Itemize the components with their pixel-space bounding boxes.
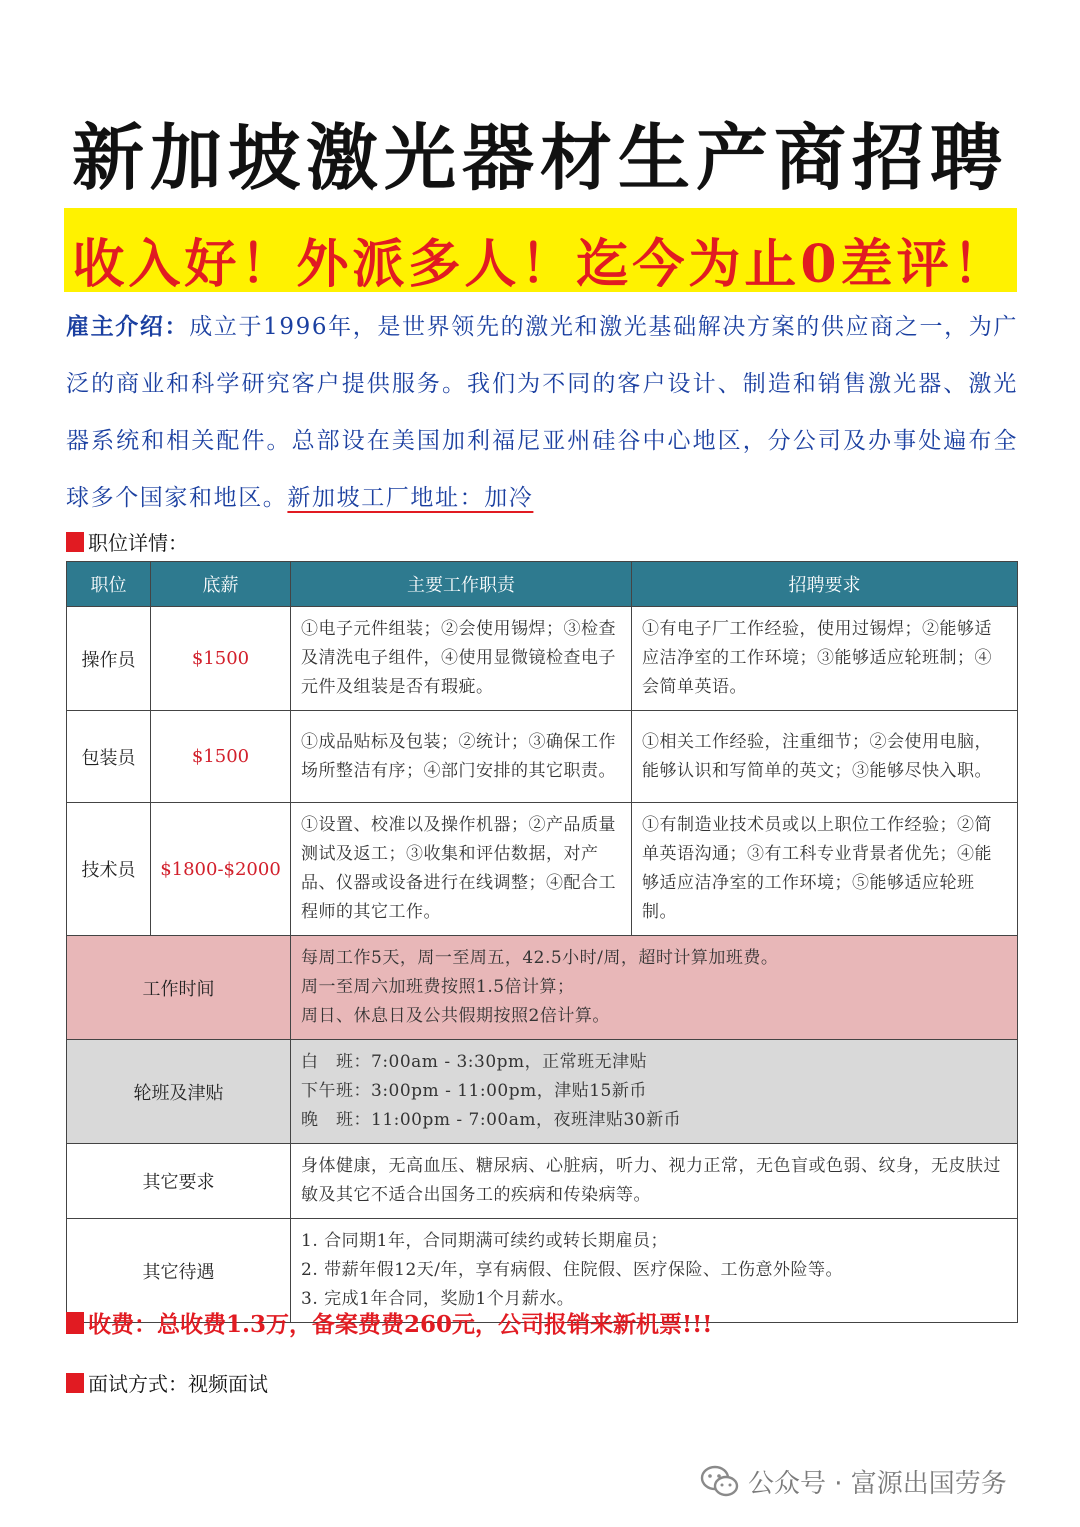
work-hours-line: 每周工作5天，周一至周五，42.5小时/周，超时计算加班费。 xyxy=(301,948,779,968)
benefit-line: 1. 合同期1年，合同期满可续约或转长期雇员； xyxy=(301,1231,668,1251)
footer-watermark xyxy=(700,1463,1007,1500)
table-row xyxy=(67,803,1018,936)
table-row xyxy=(67,711,1018,803)
fee-section xyxy=(66,1306,712,1339)
other-requirements-label: 其它要求 xyxy=(67,1144,291,1219)
cell-duties: ①设置、校准以及操作机器；②产品质量测试及返工；③收集和评估数据，对产品、仪器或设备进行在线调整；④配合工程师的其它工作。 xyxy=(291,803,632,936)
cell-requirements: ①相关工作经验，注重细节；②会使用电脑，能够认识和写简单的英文；③能够尽快入职。 xyxy=(632,711,1018,803)
shifts-row xyxy=(67,1040,1018,1144)
page-title: 新加坡激光器材生产商招聘 xyxy=(71,115,1008,200)
work-hours-label: 工作时间 xyxy=(67,936,291,1040)
shift-line: 晚 班：11:00pm - 7:00am，夜班津贴30新币 xyxy=(301,1110,682,1130)
cell-requirements: ①有电子厂工作经验，使用过锡焊；②能够适应洁净室的工作环境；③能够适应轮班制；④会简单英语。 xyxy=(632,607,1018,711)
shift-line: 白 班：7:00am - 3:30pm，正常班无津贴 xyxy=(301,1052,648,1072)
work-hours-row xyxy=(67,936,1018,1040)
cell-position: 技术员 xyxy=(67,803,151,936)
other-benefits-label: 其它待遇 xyxy=(67,1219,291,1323)
intro-text: 成立于1996年，是世界领先的激光和激光基础解决方案的供应商之一，为广泛的商业和科学研究客户提供服务。我们为不同的客户设计、制造和销售激光器、激光器系统和相关配件。总部设在美国加利福尼亚州硅谷中心地区，分公司及办事处遍布全球多个国家和地区。 xyxy=(66,314,1018,511)
work-hours-line: 周一至周六加班费按照1.5倍计算； xyxy=(301,977,575,997)
intro-label: 雇主介绍： xyxy=(66,313,190,340)
factory-address: 新加坡工厂地址：加冷 xyxy=(287,485,534,511)
fee-text: 收费：总收费1.3万，备案费费260元，公司报销来新机票!!! xyxy=(88,1311,713,1338)
other-requirements-text: 身体健康，无高血压、糖尿病、心脏病，听力、视力正常，无色盲或色弱、纹身，无皮肤过敏及其它不适合出国务工的疾病和传染病等。 xyxy=(291,1144,1018,1219)
interview-section xyxy=(66,1368,268,1397)
interview-text: 面试方式：视频面试 xyxy=(88,1372,268,1396)
cell-duties: ①电子元件组装；②会使用锡焊；③检查及清洗电子组件，④使用显微镜检查电子元件及组装是否有瑕疵。 xyxy=(291,607,632,711)
red-square-icon xyxy=(66,1312,84,1334)
work-hours-line: 周日、休息日及公共假期按照2倍计算。 xyxy=(301,1006,610,1026)
shifts-label: 轮班及津贴 xyxy=(67,1040,291,1144)
footer-account-label: 公众号 · 富源出国劳务 xyxy=(748,1469,1007,1499)
highlight-banner xyxy=(64,208,1017,295)
cell-duties: ①成品贴标及包装；②统计；③确保工作场所整洁有序；④部门安排的其它职责。 xyxy=(291,711,632,803)
header-salary: 底薪 xyxy=(151,562,291,607)
red-square-icon xyxy=(66,532,84,552)
positions-section-label xyxy=(66,527,188,556)
banner-text: 收入好！外派多人！迄今为止0差评！ xyxy=(72,234,1009,295)
table-header-row xyxy=(67,562,1018,607)
cell-position: 包装员 xyxy=(67,711,151,803)
header-requirements: 招聘要求 xyxy=(632,562,1018,607)
table-row xyxy=(67,607,1018,711)
shift-line: 下午班：3:00pm - 11:00pm，津贴15新币 xyxy=(301,1081,647,1101)
employer-intro xyxy=(66,298,1018,527)
wechat-icon xyxy=(700,1465,740,1499)
header-position: 职位 xyxy=(67,562,151,607)
header-duties: 主要工作职责 xyxy=(291,562,632,607)
other-requirements-row xyxy=(67,1144,1018,1219)
work-hours-detail xyxy=(291,936,1018,1040)
cell-requirements: ①有制造业技术员或以上职位工作经验；②简单英语沟通；③有工科专业背景者优先；④能够适应洁净室的工作环境；⑤能够适应轮班制。 xyxy=(632,803,1018,936)
cell-salary: $1500 xyxy=(151,711,291,803)
cell-salary: $1800-$2000 xyxy=(151,803,291,936)
job-table xyxy=(66,561,1018,1323)
red-square-icon xyxy=(66,1373,84,1393)
cell-salary: $1500 xyxy=(151,607,291,711)
positions-label-text: 职位详情： xyxy=(88,531,188,555)
benefit-line: 2. 带薪年假12天/年，享有病假、住院假、医疗保险、工伤意外险等。 xyxy=(301,1260,843,1280)
shifts-detail xyxy=(291,1040,1018,1144)
benefit-line: 3. 完成1年合同，奖励1个月薪水。 xyxy=(301,1289,575,1309)
cell-position: 操作员 xyxy=(67,607,151,711)
